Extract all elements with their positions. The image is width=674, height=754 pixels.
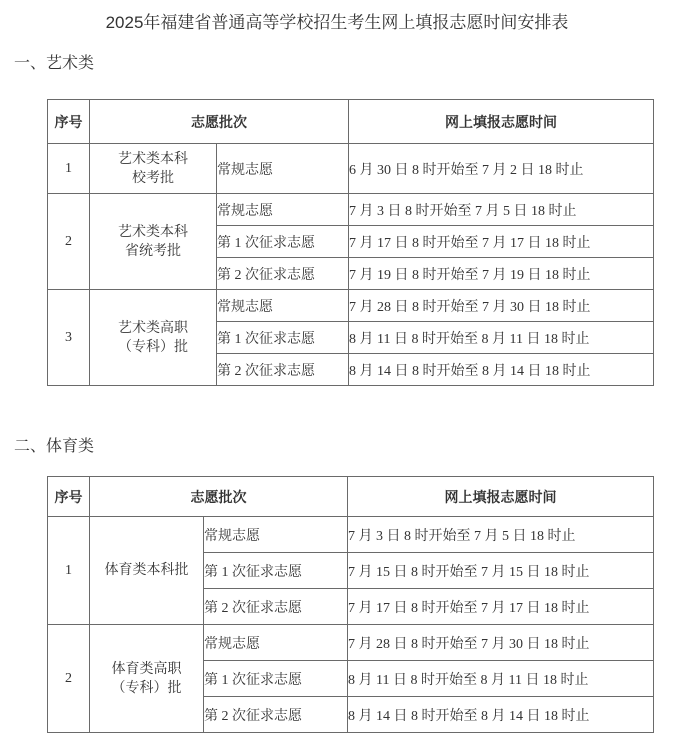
fill-time-cell: 8 月 11 日 8 时开始至 8 月 11 日 18 时止 xyxy=(349,322,654,354)
batch-name-cell xyxy=(90,517,204,625)
fill-time-cell: 7 月 28 日 8 时开始至 7 月 30 日 18 时止 xyxy=(348,625,654,661)
volunteer-type-cell: 第 2 次征求志愿 xyxy=(217,258,349,290)
fill-time-cell: 6 月 30 日 8 时开始至 7 月 2 日 18 时止 xyxy=(349,144,654,194)
row-number-cell: 2 xyxy=(48,625,90,733)
batch-name-line: 体育类本科批 xyxy=(104,563,189,578)
row-number-cell: 1 xyxy=(48,517,90,625)
batch-name-line: 省统考批 xyxy=(125,243,181,259)
fill-time-cell: 8 月 14 日 8 时开始至 8 月 14 日 18 时止 xyxy=(349,354,654,386)
section-heading-sport: 二、体育类 xyxy=(14,438,95,455)
volunteer-type-cell: 常规志愿 xyxy=(204,625,348,661)
fill-time-cell: 8 月 14 日 8 时开始至 8 月 14 日 18 时止 xyxy=(348,697,654,733)
batch-name-cell xyxy=(90,144,217,194)
header-cell-number: 序号 xyxy=(48,477,90,517)
header-cell-time: 网上填报志愿时间 xyxy=(349,100,654,144)
art-schedule-table xyxy=(47,99,654,386)
volunteer-type-cell: 第 2 次征求志愿 xyxy=(217,354,349,386)
header-cell-batch: 志愿批次 xyxy=(90,100,349,144)
volunteer-type-cell: 第 1 次征求志愿 xyxy=(204,553,348,589)
volunteer-type-cell: 常规志愿 xyxy=(217,144,349,194)
batch-name-line: 体育类高职 xyxy=(111,661,182,677)
volunteer-type-cell: 常规志愿 xyxy=(217,290,349,322)
volunteer-type-cell: 第 1 次征求志愿 xyxy=(204,661,348,697)
fill-time-cell: 7 月 3 日 8 时开始至 7 月 5 日 18 时止 xyxy=(349,194,654,226)
fill-time-cell: 7 月 17 日 8 时开始至 7 月 17 日 18 时止 xyxy=(348,589,654,625)
batch-name-cell xyxy=(90,625,204,733)
sport-schedule-table xyxy=(47,476,654,733)
fill-time-cell: 8 月 11 日 8 时开始至 8 月 11 日 18 时止 xyxy=(348,661,654,697)
volunteer-type-cell: 第 1 次征求志愿 xyxy=(217,322,349,354)
volunteer-type-cell: 第 1 次征求志愿 xyxy=(217,226,349,258)
batch-name-line: 艺术类本科 xyxy=(118,151,188,167)
volunteer-type-cell: 第 2 次征求志愿 xyxy=(204,589,348,625)
fill-time-cell: 7 月 19 日 8 时开始至 7 月 19 日 18 时止 xyxy=(349,258,654,290)
volunteer-type-cell: 第 2 次征求志愿 xyxy=(204,697,348,733)
batch-name-line: （专科）批 xyxy=(111,680,182,696)
section-heading-art: 一、艺术类 xyxy=(14,55,95,72)
batch-name-line: 校考批 xyxy=(132,170,174,186)
header-cell-number: 序号 xyxy=(48,100,90,144)
row-number-cell: 2 xyxy=(48,194,90,290)
batch-name-cell xyxy=(90,194,217,290)
row-number-cell: 1 xyxy=(48,144,90,194)
batch-name-line: 艺术类本科 xyxy=(118,224,188,240)
header-cell-batch: 志愿批次 xyxy=(90,477,348,517)
batch-name-cell xyxy=(90,290,217,386)
fill-time-cell: 7 月 15 日 8 时开始至 7 月 15 日 18 时止 xyxy=(348,553,654,589)
batch-name-line: （专科）批 xyxy=(118,339,188,355)
volunteer-type-cell: 常规志愿 xyxy=(204,517,348,553)
row-number-cell: 3 xyxy=(48,290,90,386)
page-title: 2025年福建省普通高等学校招生考生网上填报志愿时间安排表 xyxy=(105,13,569,32)
document-page xyxy=(0,12,674,754)
batch-name-line: 艺术类高职 xyxy=(118,320,188,336)
fill-time-cell: 7 月 17 日 8 时开始至 7 月 17 日 18 时止 xyxy=(349,226,654,258)
header-cell-time: 网上填报志愿时间 xyxy=(348,477,654,517)
volunteer-type-cell: 常规志愿 xyxy=(217,194,349,226)
fill-time-cell: 7 月 28 日 8 时开始至 7 月 30 日 18 时止 xyxy=(349,290,654,322)
fill-time-cell: 7 月 3 日 8 时开始至 7 月 5 日 18 时止 xyxy=(348,517,654,553)
